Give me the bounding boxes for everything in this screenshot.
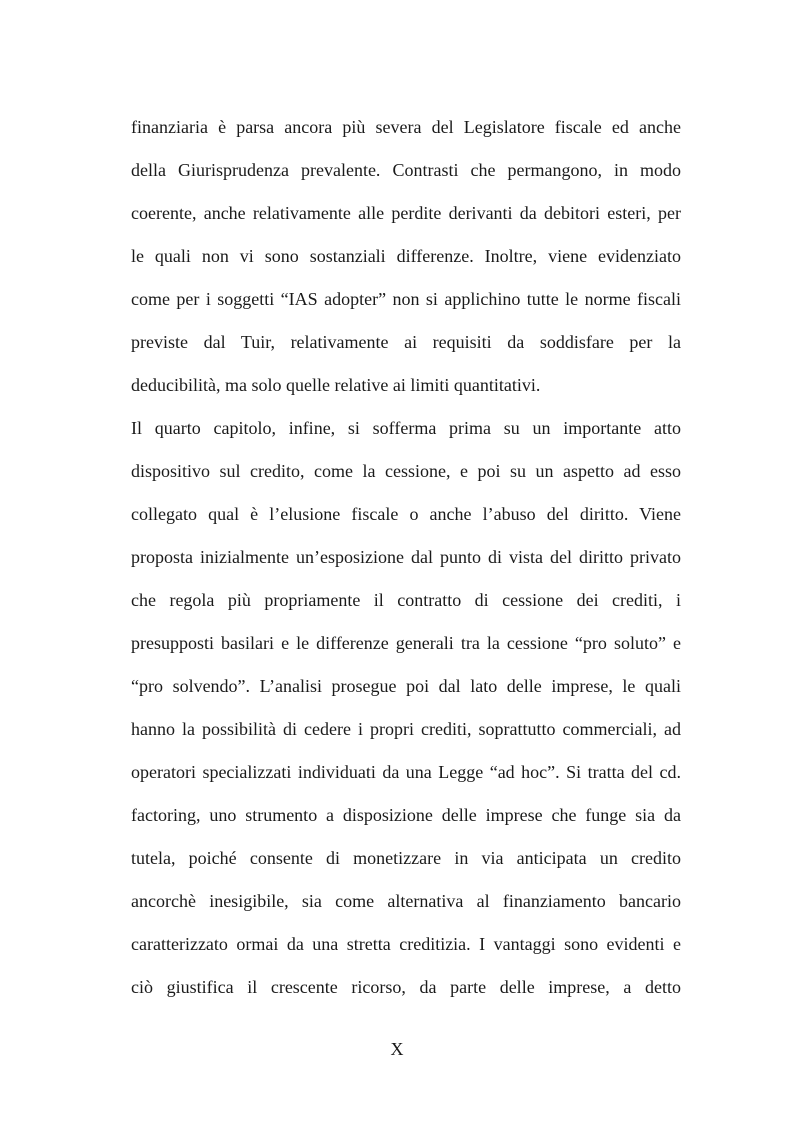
page-number: X <box>390 1039 404 1059</box>
text-line: Il quarto capitolo, infine, si sofferma prima su un importante atto <box>131 418 681 438</box>
text-line: dispositivo sul credito, come la cessione, e poi su un aspetto ad esso <box>131 461 681 481</box>
text-line: hanno la possibilità di cedere i propri crediti, soprattutto commerciali, ad <box>131 719 681 739</box>
text-line: ancorchè inesigibile, sia come alternativa al finanziamento bancario <box>131 891 681 911</box>
text-line: factoring, uno strumento a disposizione delle imprese che funge sia da <box>131 805 681 825</box>
text-line: caratterizzato ormai da una stretta creditizia. I vantaggi sono evidenti e <box>131 934 681 954</box>
text-line: tutela, poiché consente di monetizzare in via anticipata un credito <box>131 848 681 868</box>
text-line: che regola più propriamente il contratto di cessione dei crediti, i <box>131 590 681 610</box>
text-line: previste dal Tuir, relativamente ai requisiti da soddisfare per la <box>131 332 681 352</box>
text-line: proposta inizialmente un’esposizione dal punto di vista del diritto privato <box>131 547 681 567</box>
text-line: finanziaria è parsa ancora più severa del Legislatore fiscale ed anche <box>131 117 681 137</box>
text-line: collegato qual è l’elusione fiscale o anche l’abuso del diritto. Viene <box>131 504 681 524</box>
text-line: ciò giustifica il crescente ricorso, da parte delle imprese, a detto <box>131 977 681 997</box>
text-line: coerente, anche relativamente alle perdite derivanti da debitori esteri, per <box>131 203 681 223</box>
text-line: le quali non vi sono sostanziali differenze. Inoltre, viene evidenziato <box>131 246 681 266</box>
text-line: “pro solvendo”. L’analisi prosegue poi dal lato delle imprese, le quali <box>131 676 681 696</box>
text-line: come per i soggetti “IAS adopter” non si applichino tutte le norme fiscali <box>131 289 681 309</box>
paragraph-last-line: deducibilità, ma solo quelle relative ai limiti quantitativi. <box>131 375 541 395</box>
text-line: della Giurisprudenza prevalente. Contrasti che permangono, in modo <box>131 160 681 180</box>
text-line: operatori specializzati individuati da una Legge “ad hoc”. Si tratta del cd. <box>131 762 681 782</box>
text-line: presupposti basilari e le differenze generali tra la cessione “pro soluto” e <box>131 633 681 653</box>
